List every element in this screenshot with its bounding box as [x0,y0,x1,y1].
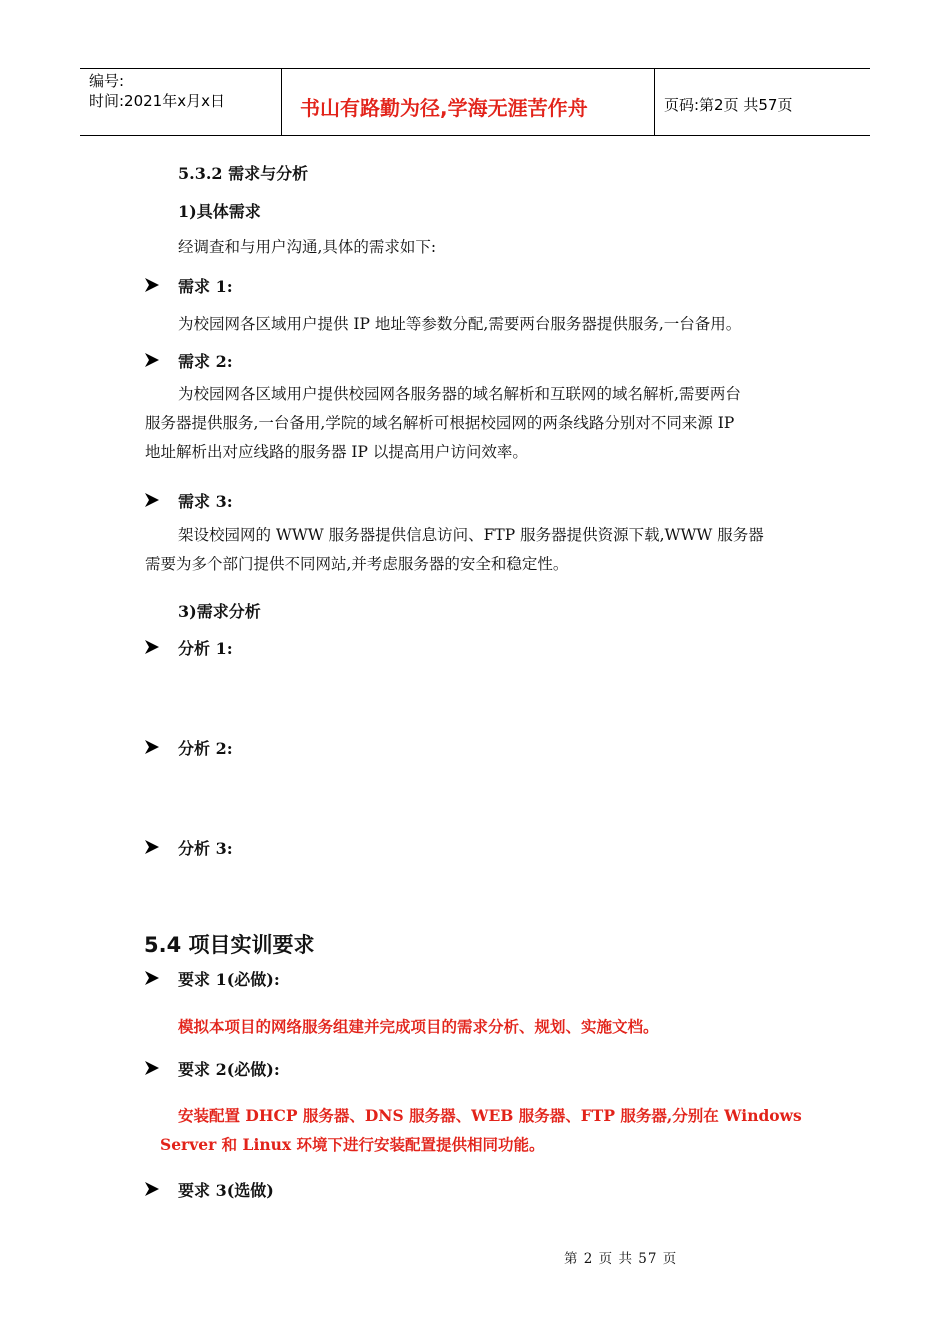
project-requirement-1-heading [143,966,280,990]
arrow-bullet-icon [143,969,161,987]
requirement-1-heading [143,273,233,297]
analysis-1-label: 分析 1: [178,638,233,658]
header-divider-2 [654,68,655,136]
header-divider-1 [281,68,282,136]
requirement-3-line-1: 架设校园网的 WWW 服务器提供信息访问、FTP 服务器提供资源下载,WWW 服务器 [178,526,764,544]
analysis-3-heading [143,835,233,859]
requirement-2-label: 需求 2: [178,351,233,371]
project-requirement-2-heading [143,1056,280,1080]
requirement-2-line-1: 为校园网各区域用户提供校园网各服务器的域名解析和互联网的域名解析,需要两台 [178,385,741,403]
page-footer: 第 2 页 共 57 页 [564,1251,678,1267]
intro-text: 经调查和与用户沟通,具体的需求如下: [178,238,437,256]
arrow-bullet-icon [143,1059,161,1077]
header-page-label: 页码:第2页 共57页 [664,96,793,114]
header-top-border [80,68,870,69]
project-requirement-3-label: 要求 3(选做) [178,1180,274,1200]
requirement-1-text: 为校园网各区域用户提供 IP 地址等参数分配,需要两台服务器提供服务,一台备用。 [178,315,742,333]
analysis-1-heading [143,635,233,659]
project-requirement-3-heading [143,1177,274,1201]
analysis-2-heading [143,735,233,759]
requirement-1-label: 需求 1: [178,276,233,296]
project-requirement-2-line-2: Server 和 Linux 环境下进行安装配置提供相同功能。 [160,1135,545,1154]
arrow-bullet-icon [143,638,161,656]
arrow-bullet-icon [143,351,161,369]
header-motto: 书山有路勤为径,学海无涯苦作舟 [300,96,588,120]
section-title-532: 5.3.2 需求与分析 [178,164,309,183]
arrow-bullet-icon [143,1180,161,1198]
requirement-3-heading [143,488,233,512]
project-requirement-1-text: 模拟本项目的网络服务组建并完成项目的需求分析、规划、实施文档。 [178,1017,659,1036]
project-requirement-1-label: 要求 1(必做): [178,969,280,989]
header-bottom-border [80,135,870,136]
arrow-bullet-icon [143,491,161,509]
project-requirement-2-line-1: 安装配置 DHCP 服务器、DNS 服务器、WEB 服务器、FTP 服务器,分别在 Windows [178,1106,802,1125]
arrow-bullet-icon [143,838,161,856]
requirement-2-line-3: 地址解析出对应线路的服务器 IP 以提高用户访问效率。 [145,443,528,461]
section-title-54: 5.4 项目实训要求 [144,933,315,957]
subsection-title-analysis: 3)需求分析 [178,602,261,621]
requirement-3-label: 需求 3: [178,491,233,511]
subsection-title-specific: 1)具体需求 [178,202,261,221]
project-requirement-2-label: 要求 2(必做): [178,1059,280,1079]
requirement-3-line-2: 需要为多个部门提供不同网站,并考虑服务器的安全和稳定性。 [145,555,569,573]
arrow-bullet-icon [143,276,161,294]
header-time-label: 时间:2021年x月x日 [89,92,225,110]
arrow-bullet-icon [143,738,161,756]
requirement-2-line-2: 服务器提供服务,一台备用,学院的域名解析可根据校园网的两条线路分别对不同来源 IP [145,414,735,432]
requirement-2-heading [143,348,233,372]
header-number-label: 编号: [89,72,125,90]
analysis-3-label: 分析 3: [178,838,233,858]
analysis-2-label: 分析 2: [178,738,233,758]
